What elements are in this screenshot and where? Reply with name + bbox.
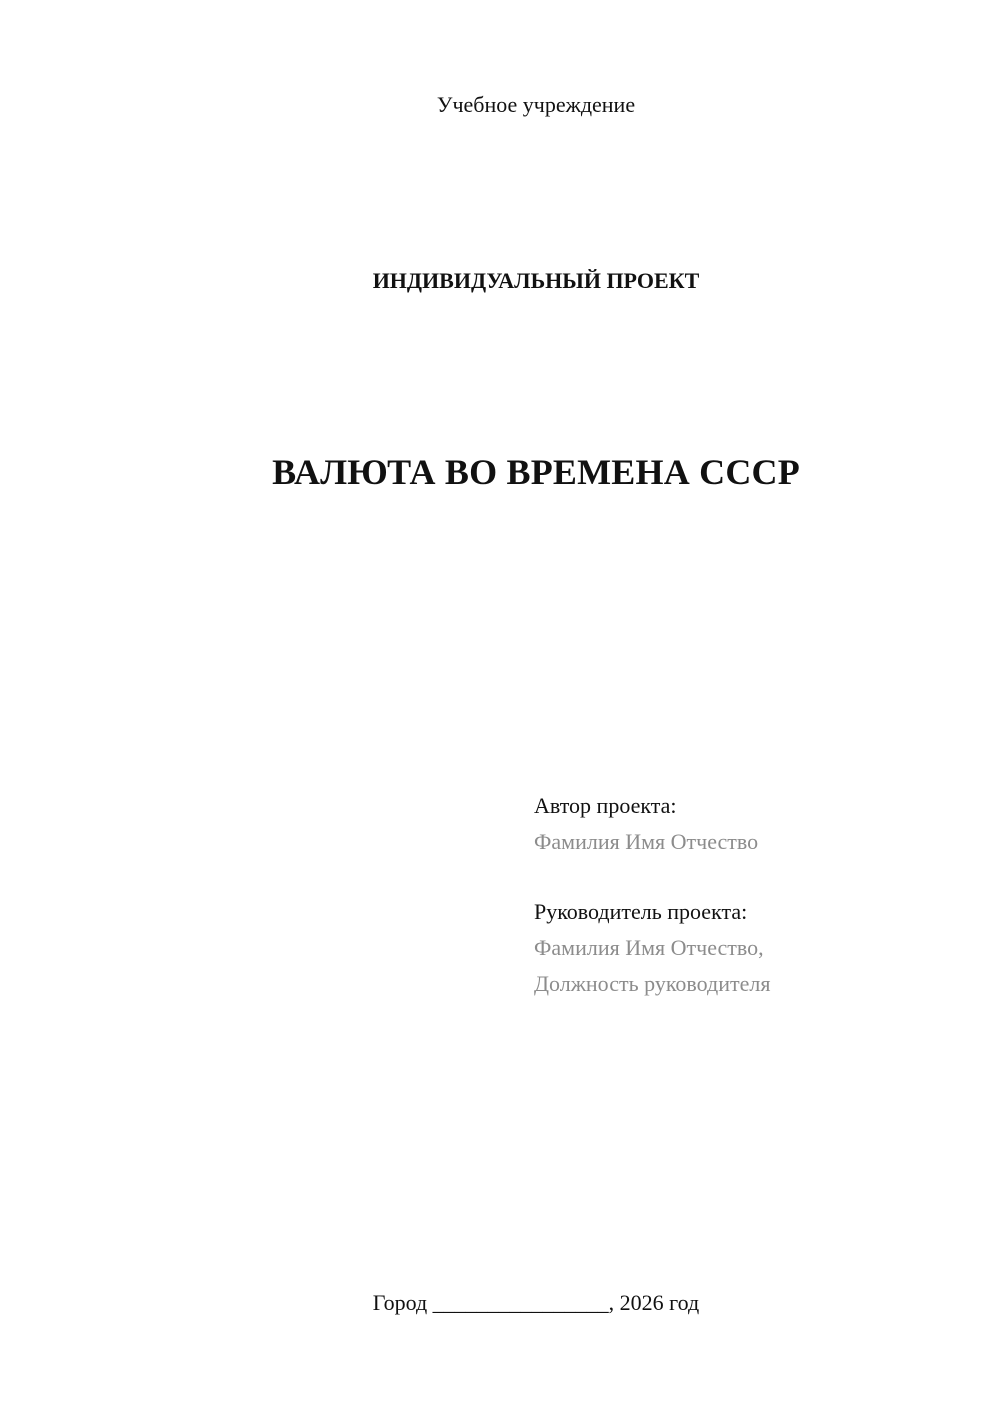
project-type-heading: ИНДИВИДУАЛЬНЫЙ ПРОЕКТ [372, 268, 700, 293]
author-name: Фамилия Имя Отчество [534, 829, 759, 854]
supervisor-position: Должность руководителя [534, 971, 771, 996]
author-label: Автор проекта: [534, 793, 677, 818]
project-credits [534, 788, 974, 1002]
supervisor-name: Фамилия Имя Отчество, [534, 935, 764, 960]
credits-spacer [534, 860, 974, 894]
project-title: ВАЛЮТА ВО ВРЕМЕНА СССР [272, 452, 800, 492]
city-year-line: Город ________________, 2026 год [372, 1290, 700, 1315]
supervisor-label: Руководитель проекта: [534, 899, 748, 924]
institution-name: Учебное учреждение [436, 92, 636, 117]
